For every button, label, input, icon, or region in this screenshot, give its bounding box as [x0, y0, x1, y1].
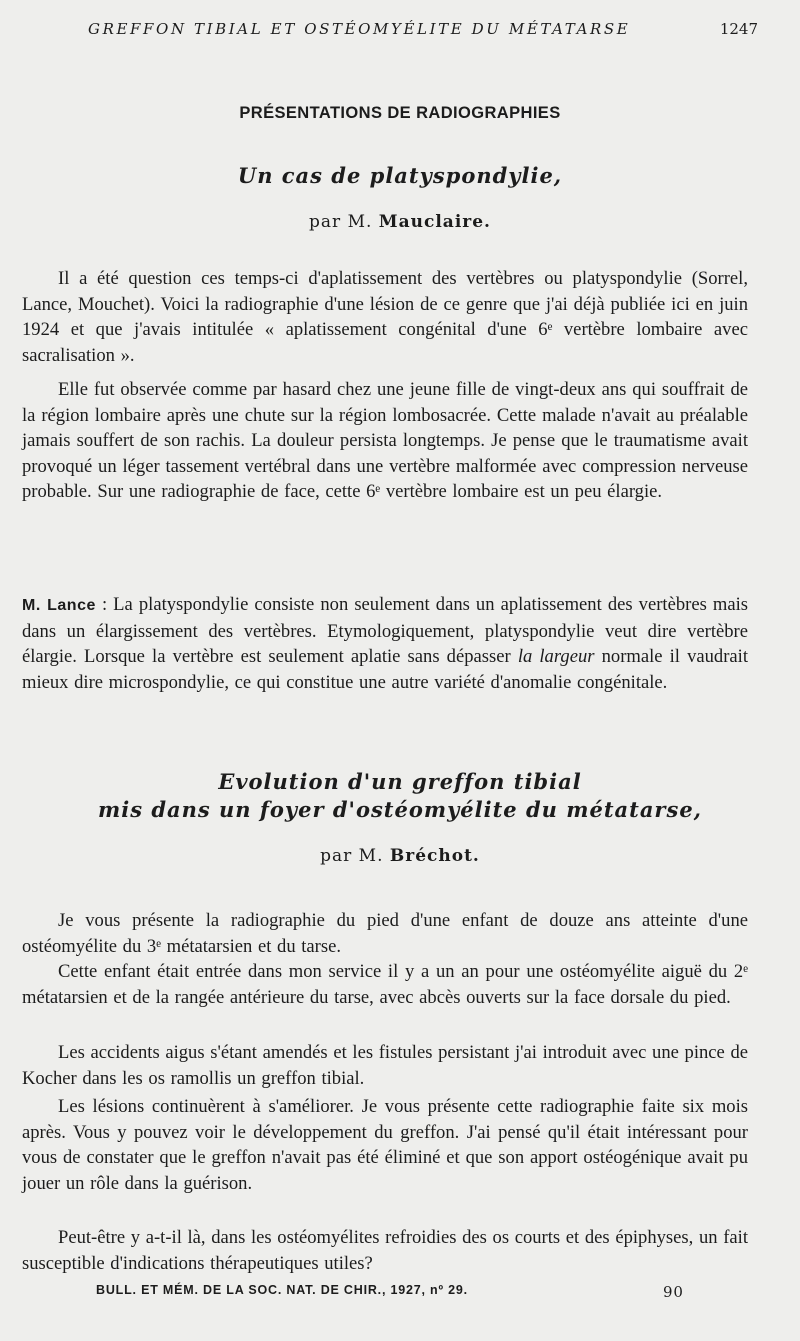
emphasis-text: la largeur: [517, 646, 595, 668]
author-name: Mauclaire.: [378, 212, 491, 232]
paragraph: Elle fut observée comme par hasard chez une jeune fille de vingt-deux ans qui souffrait de la région lombaire après une chute sur la région lombosacrée. Cette malade n'avait au préalable jamais souffert de son rachis. La douleur persista longtemps. Je pense que le traumatisme avait provoqué un léger tassement vertébral dans une vertèbre malformée avec compression nerveuse probable. Sur une radiographie de face, cette 6ᵉ vertèbre lombaire est un peu élargie.: [22, 379, 748, 503]
article-title-line: mis dans un foyer d'ostéomyélite du métatarse,: [98, 797, 702, 822]
speaker-name: M. Lance: [22, 597, 96, 614]
discussion-paragraph: [22, 592, 748, 695]
paragraph: Les lésions continuèrent à s'améliorer. Je vous présente cette radiographie faite six mois après. Vous y pouvez voir le développement du greffon. J'ai pensé qu'il était intéressant pour vous de constater que le greffon n'avait pas été éliminé et que son apport ostéogénique avait pu jouer un rôle dans la guérison.: [22, 1096, 748, 1194]
discussion-text: : La platyspondylie consiste non seulement dans un aplatissement des vertèbres mais dans un élargissement des vertèbres. Etymologiquement, platyspondylie veut dire vertèbre élargie. Lorsque la vertèbre est seulement aplatie sans dépasser: [22, 594, 749, 668]
paragraph: Il a été question ces temps-ci d'aplatissement des vertèbres ou platyspondylie (Sorrel, Lance, Mouchet). Voici la radiographie d'une lésion de ce genre que j'ai déjà publiée ici en juin 1924 et que j'avais intitulée « aplatissement congénital d'une 6ᵉ vertèbre lombaire avec sacralisation ».: [22, 268, 748, 366]
author-name: Bréchot.: [389, 846, 480, 866]
footer-number: 90: [663, 1283, 684, 1301]
article-title: [0, 768, 800, 824]
byline: [0, 846, 800, 866]
running-title: GREFFON TIBIAL ET OSTÉOMYÉLITE DU MÉTATARSE: [88, 20, 631, 38]
running-head: [0, 20, 800, 44]
journal-citation: BULL. ET MÉM. DE LA SOC. NAT. DE CHIR., 1927, nº 29.: [96, 1283, 468, 1297]
article-title: Un cas de platyspondylie,: [237, 163, 563, 188]
section-heading: PRÉSENTATIONS DE RADIOGRAPHIES: [239, 104, 561, 122]
page-number: 1247: [719, 20, 758, 38]
paragraph: Les accidents aigus s'étant amendés et les fistules persistant j'ai introduit avec une pince de Kocher dans les os ramollis un greffon tibial.: [22, 1042, 748, 1089]
byline: [0, 212, 800, 232]
byline-prefix: par M.: [309, 212, 373, 232]
discussion-text-end: normale il vaudrait mieux dire microspondylie, ce qui constitue une autre variété d'anomalie congénitale.: [22, 646, 749, 693]
paragraph: Cette enfant était entrée dans mon service il y a un an pour une ostéomyélite aiguë du 2ᵉ métatarsien et de la rangée antérieure du tarse, avec abcès ouverts sur la face dorsale du pied.: [22, 961, 748, 1008]
paragraph: Peut-être y a-t-il là, dans les ostéomyélites refroidies des os courts et des épiphyses, un fait susceptible d'indications thérapeutiques utiles?: [22, 1227, 748, 1274]
article-title-line: Evolution d'un greffon tibial: [218, 769, 582, 794]
paragraph: Je vous présente la radiographie du pied d'une enfant de douze ans atteinte d'une ostéomyélite du 3ᵉ métatarsien et du tarse.: [22, 910, 748, 957]
page-footer: [0, 1283, 800, 1305]
byline-prefix: par M.: [320, 846, 384, 866]
